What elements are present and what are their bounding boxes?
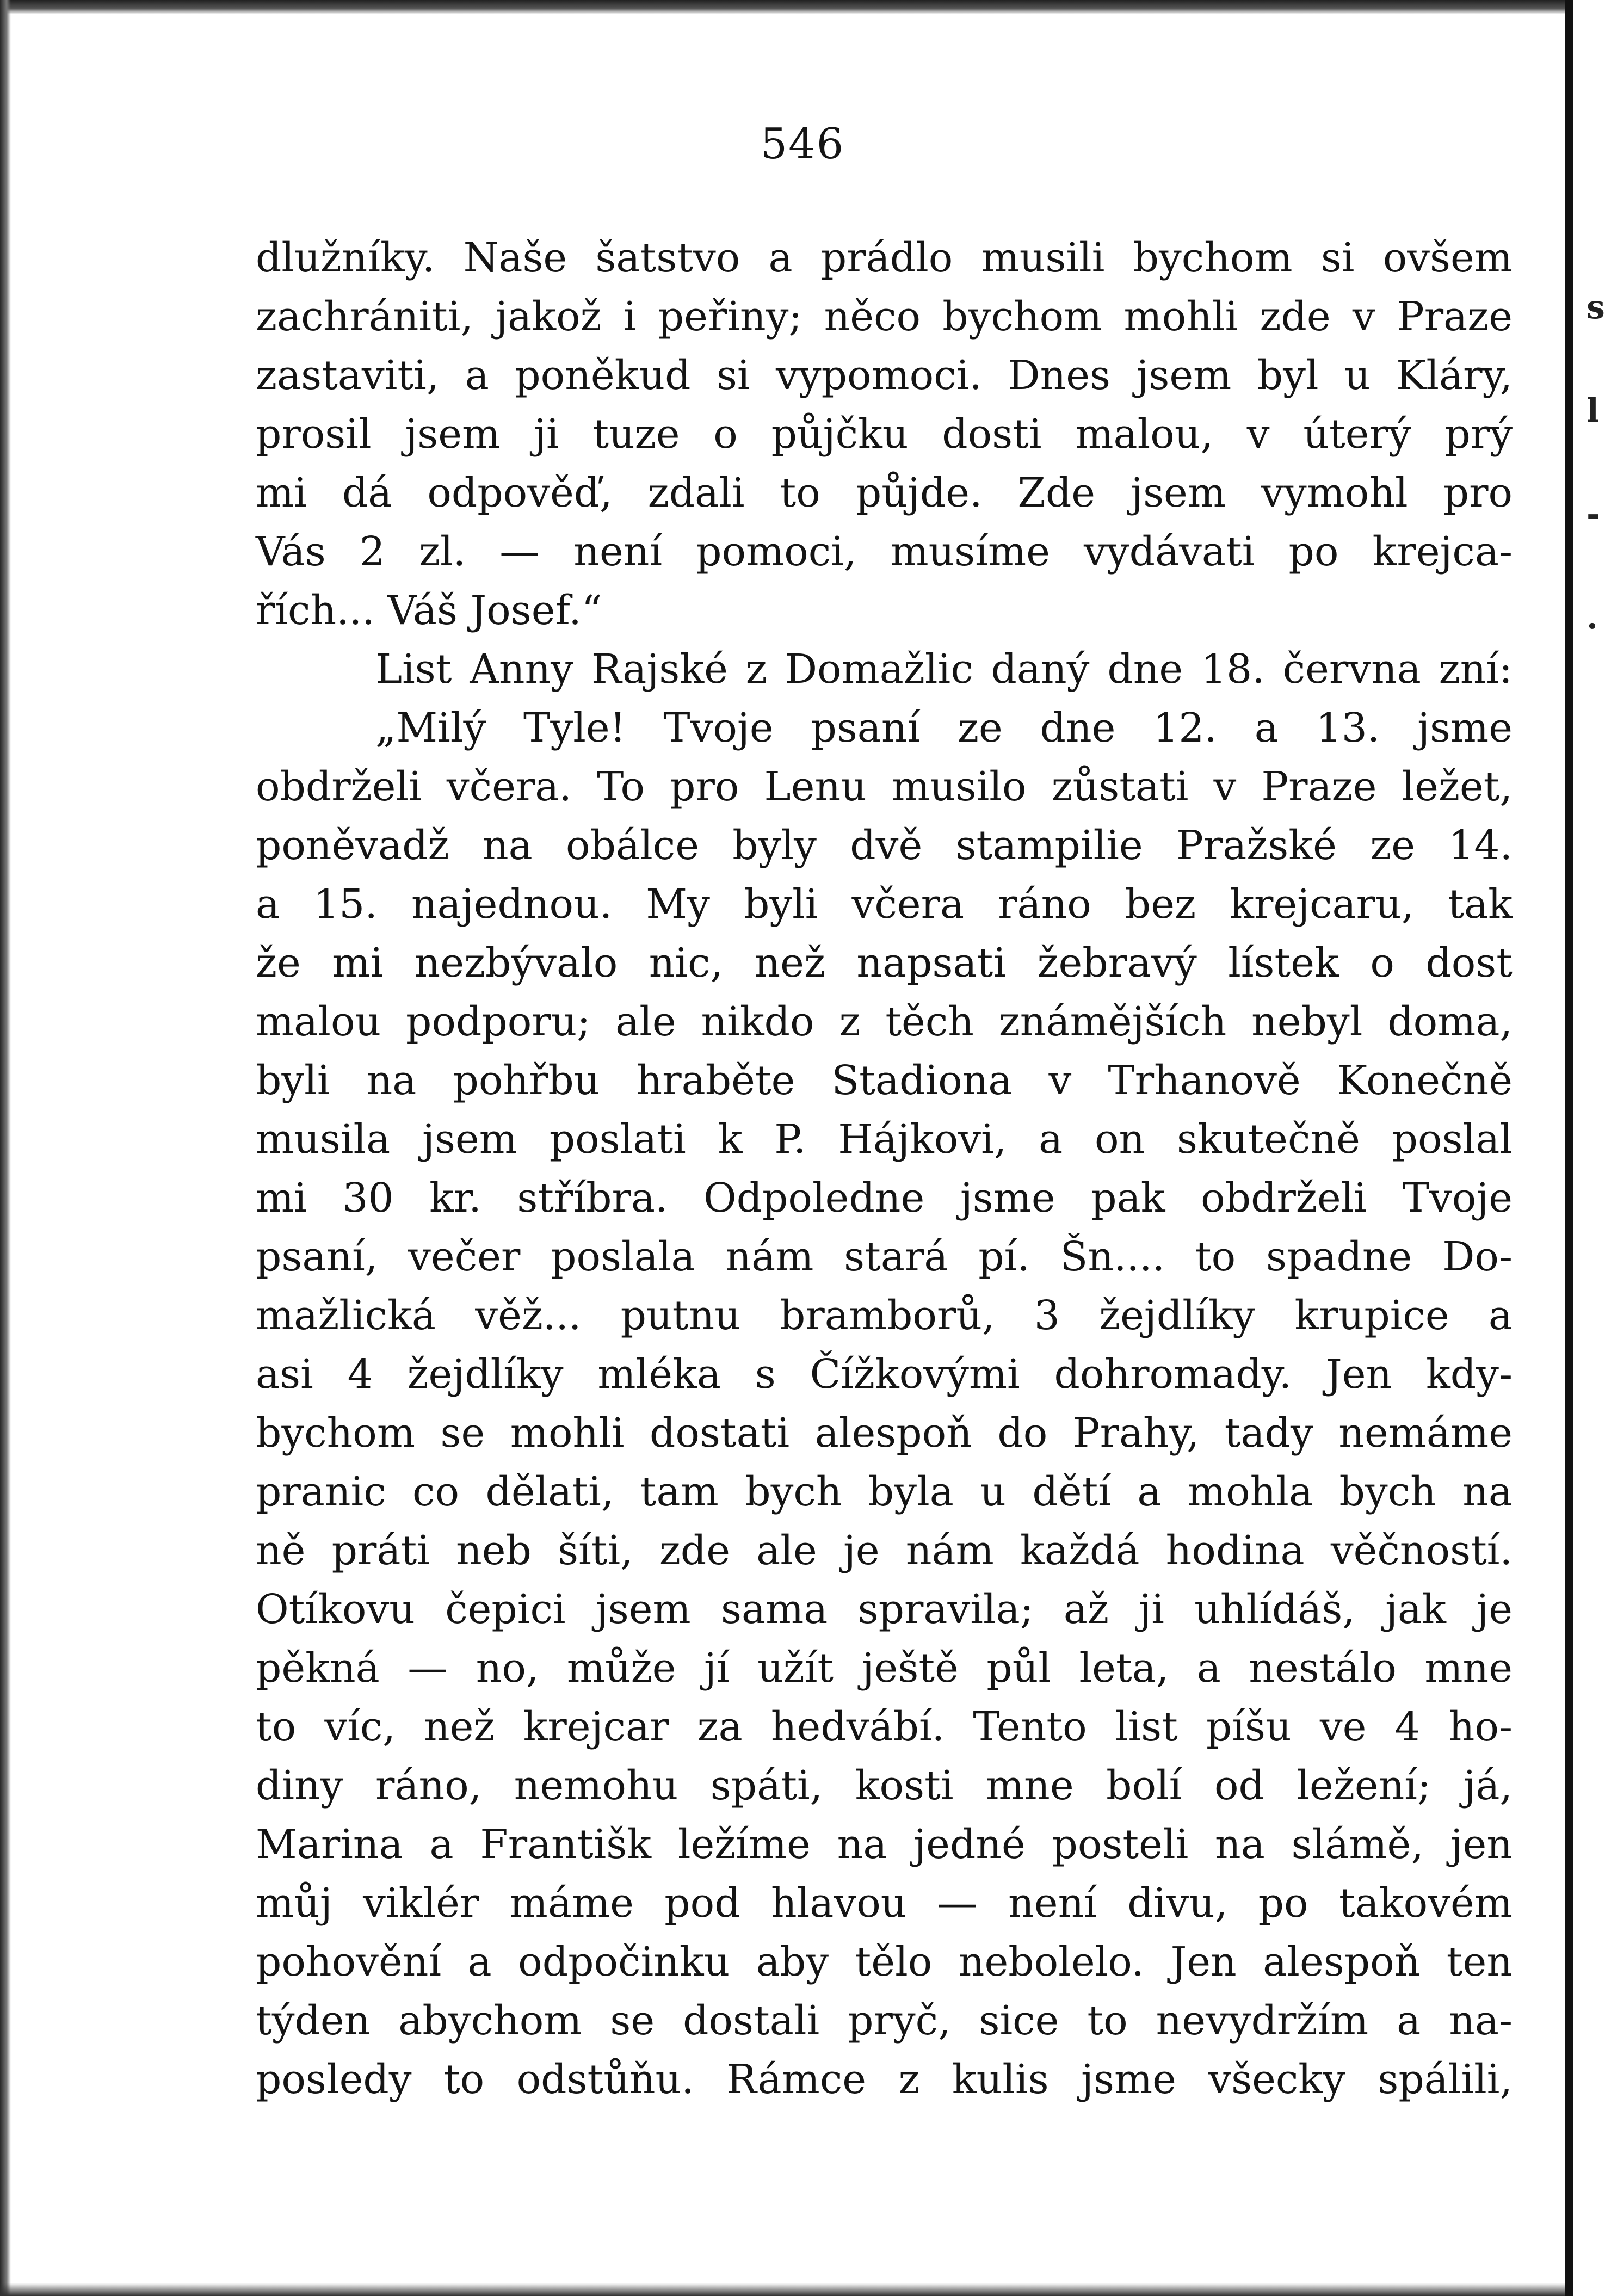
text-line: Vás 2 zl. — není pomoci, musíme vydávati po krejca- [256,528,1513,575]
text-line: řích... Váš Josef.“ [256,587,602,634]
text-line: mi dá odpověď, zdali to půjde. Zde jsem vymohl pro [256,470,1513,516]
scan-edge-bottom [0,2283,1565,2296]
text-line: diny ráno, nemohu spáti, kosti mne bolí od ležení; já, [256,1762,1513,1809]
edge-mark: l [1587,392,1599,430]
text-line: malou podporu; ale nikdo z těch známějších nebyl doma, [256,998,1513,1045]
adjacent-page-edge [1587,256,1603,669]
text-line: pěkná — no, může jí užít ještě půl leta, a nestálo mne [256,1645,1513,1692]
text-line: zastaviti, a poněkud si vypomoci. Dnes jsem byl u Kláry, [256,352,1513,399]
text-line: musila jsem poslati k P. Hájkovi, a on skutečně poslal [256,1116,1513,1163]
text-line: týden abychom se dostali pryč, sice to nevydržím a na- [256,1997,1513,2044]
text-line: bychom se mohli dostati alespoň do Prahy, tady nemáme [256,1410,1513,1456]
scan-edge-left [0,0,11,2296]
text-line: byli na pohřbu hraběte Stadiona v Trhanově Konečně [256,1057,1513,1104]
body-text [256,229,1513,2109]
text-line: prosil jsem ji tuze o půjčku dosti malou, v úterý prý [256,411,1513,458]
text-line: asi 4 žejdlíky mléka s Čížkovými dohromady. Jen kdy- [256,1351,1513,1398]
text-line: pohovění a odpočinku aby tělo nebolelo. Jen alespoň ten [256,1939,1513,1985]
text-line: poněvadž na obálce byly dvě stampilie Pražské ze 14. [256,822,1513,869]
text-line: dlužníky. Naše šatstvo a prádlo musili bychom si ovšem [256,234,1513,281]
text-line: můj viklér máme pod hlavou — není divu, po takovém [256,1880,1513,1927]
text-line: zachrániti, jakož i peřiny; něco bychom mohli zde v Praze [256,293,1513,340]
edge-mark: - [1587,495,1600,533]
text-line: obdrželi včera. To pro Lenu musilo zůstati v Praze ležet, [256,763,1513,810]
text-line: ně práti neb šíti, zde ale je nám každá hodina věčností. [256,1527,1513,1574]
text-line: Otíkovu čepici jsem sama spravila; až ji uhlídáš, jak je [256,1586,1513,1633]
text-line: mažlická věž... putnu bramborů, 3 žejdlíky krupice a [256,1292,1513,1339]
page-number: 546 [760,120,845,169]
text-line: psaní, večer poslala nám stará pí. Šn.... to spadne Do- [256,1233,1513,1280]
text-line: „Milý Tyle! Tvoje psaní ze dne 12. a 13. jsme [375,705,1513,751]
text-line: a 15. najednou. My byli včera ráno bez krejcaru, tak [256,881,1513,928]
edge-mark: s [1587,288,1605,326]
text-line: že mi nezbývalo nic, než napsati žebravý lístek o dost [256,940,1513,986]
text-line: Marina a Františk ležíme na jedné posteli na slámě, jen [256,1821,1513,1868]
text-line: mi 30 kr. stříbra. Odpoledne jsme pak obdrželi Tvoje [256,1175,1513,1221]
scan-edge-top [0,0,1605,14]
text-line: pranic co dělati, tam bych byla u dětí a mohla bych na [256,1468,1513,1515]
text-line: to víc, než krejcar za hedvábí. Tento list píšu ve 4 ho- [256,1704,1513,1750]
text-line: posledy to odstůňu. Rámce z kulis jsme všecky spálili, [256,2056,1513,2103]
text-line: List Anny Rajské z Domažlic daný dne 18. června zní: [375,646,1513,693]
edge-mark: . [1587,598,1598,637]
